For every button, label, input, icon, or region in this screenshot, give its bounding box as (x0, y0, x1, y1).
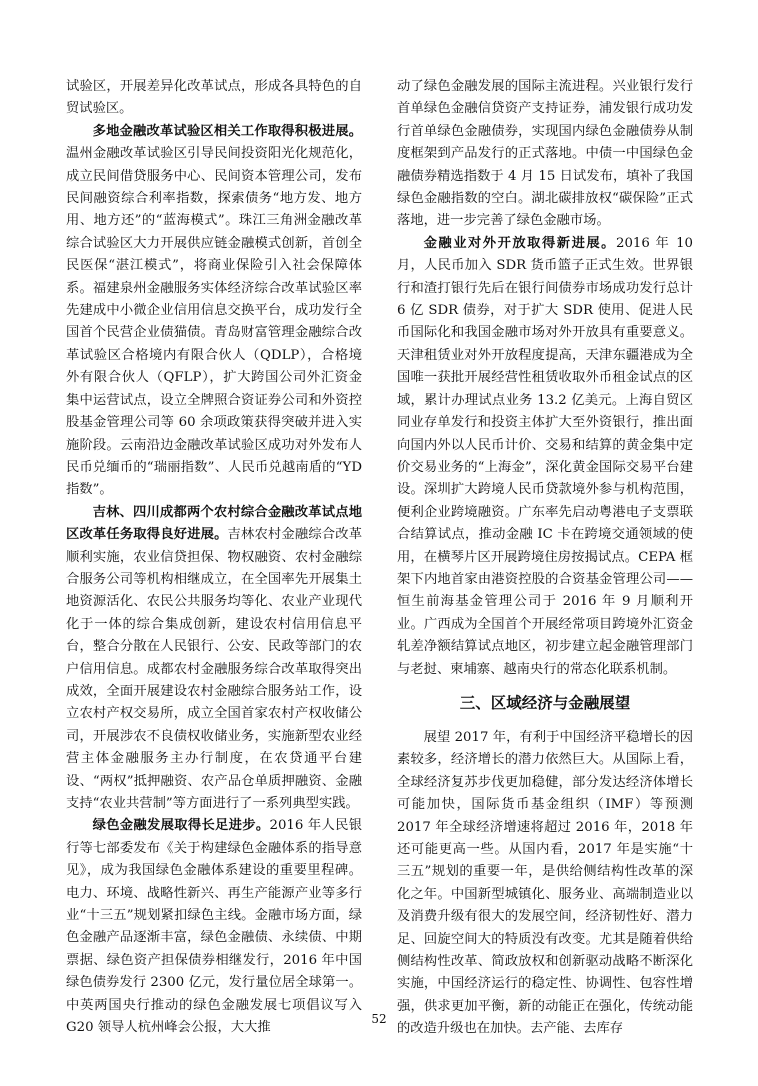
page-number: 52 (371, 1012, 387, 1026)
paragraph-body: 2016 年人民银行等七部委发布《关于构建绿色金融体系的指导意见》，成为我国绿色金融体系建设的重要里程碑。电力、环境、战略性新兴、再生产能源产业等多行业“十三五”规划紧扣绿色主线。金融市场方面，绿色金融产品逐渐丰富，绿色金融债、永续债、中期票据、绿色资产担保债券相继发行，2016 年中国绿色债券发行 2300 亿元，发行量位居全球第一。中英两国央行推动的绿色金融发展七项倡议写入 G20 领导人杭州峰会公报，大大推 (66, 818, 362, 1036)
paragraph (66, 121, 362, 502)
paragraph: 动了绿色金融发展的国际主流进程。兴业银行发行首单绿色金融信贷资产支持证券，浦发银行成功发行首单绿色金融债券，实现国内绿色金融债券从制度框架到产品发行的正式落地。中债一中国绿色金融债券精选指数于 4 月 15 日试发布，填补了我国绿色金融指数的空白。湖北碳排放权“碳保险”正式落地，进一步完善了绿色金融市场。 (397, 79, 693, 229)
paragraph: 试验区，开展差异化改革试点，形成各具特色的自贸试验区。 (66, 79, 362, 117)
paragraph-body: 吉林农村金融综合改革顺利实施，农业信贷担保、物权融资、农村金融综合服务公司等机构相继成立，在全国率先开展集土地资源活化、农民公共服务均等化、农业产业现代化于一体的综合集成创新，建设农村信用信息平台，整合分散在人民银行、公安、民政等部门的农户信用信息。成都农村金融服务综合改革取得突出成效，全面开展建设农村金融综合服务站工作，设立农村产权交易所，成立全国首家农村产权收储公司，开展涉农不良债权收储业务，实施新型农业经营主体金融服务主办行制度，在农贷通平台建设、“两权”抵押融资、农产品仓单质押融资、金融支持“农业共营制”等方面进行了一系列典型实践。 (66, 527, 363, 811)
paragraph-heading: 金融业对外开放取得新进展。 (423, 235, 616, 251)
paragraph-body: 2016 年 10 月，人民币加入 SDR 货币篮子正式生效。世界银行和渣打银行先后在银行间债券市场成功发行总计 6 亿 SDR 债券，对于扩大 SDR 使用、促进人民币国际化和我国金融市场对外开放具有重要意义。天津租赁业对外开放程度提高，天津东疆港成为全国唯一获批开展经营性租赁收取外币租金试点的区域，累计办理试点业务 13.2 亿美元。上海自贸区同业存单发行和投资主体扩大至外资银行，推出面向国内外以人民币计价、交易和结算的黄金集中定价交易业务的“上海金”，深化黄金国际交易平台建设。深圳扩大跨境人民币贷款境外参与机构范围，便利企业跨境融资。广东率先启动粤港电子支票联合结算试点，推动金融 IC 卡在跨境交通领域的使用，在横琴片区开展跨境住房按揭试点。CEPA 框架下内地首家由港资控股的合资基金管理公司——恒生前海基金管理公司于 2016 年 9 月顺利开业。广西成为全国首个开展经常项目跨境外汇资金轧差净额结算试点地区，初步建立起金融管理部门与老挝、柬埔寨、越南央行的常态化联系机制。 (397, 235, 693, 677)
paragraph-heading: 吉林、四川成都两个农村综合金融改革试点地区改革任务取得良好进展。 (66, 504, 362, 543)
paragraph: 展望 2017 年，有利于中国经济平稳增长的因素较多，经济增长的潜力依然巨大。从国际上看，全球经济复苏步伐更加稳健，部分发达经济体增长可能加快，国际货币基金组织（IMF）等预测 2017 年全球经济增速将超过 2016 年，2018 年还可能更高一些。从国内看，2017 年是实施“十三五”规划的重要一年，是供给侧结构性改革的深化之年。中国新型城镇化、服务业、高端制造业以及消费升级有很大的发展空间，经济韧性好、潜力足、回旋空间大的特质没有改变。尤其是随着供给侧结构性改革、简政放权和创新驱动战略不断深化实施，中国经济运行的稳定性、协调性、包容性增强，供求更加平衡，新的动能正在强化，传统动能的改造升级也在加快。去产能、去库存 (397, 729, 693, 1037)
section-title: 三、区域经济与金融展望 (459, 693, 631, 712)
paragraph-heading: 绿色金融发展取得长足进步。 (92, 818, 270, 834)
paragraph (66, 502, 362, 816)
paragraph (397, 233, 693, 681)
left-column (66, 76, 362, 1039)
right-column (397, 76, 693, 1041)
paragraph-body: 温州金融改革试验区引导民间投资阳光化规范化，成立民间借贷服务中心、民间资本管理公司，发布民间融资综合利率指数，探索债务“地方发、地方用、地方还”的“蓝海模式”。珠江三角洲金融改革综合试验区大力开展供应链金融模式创新，首创全民医保“湛江模式”，将商业保险引入社会保障体系。福建泉州金融服务实体经济综合改革试验区率先建成中小微企业信用信息交换平台，成功发行全国首个民营企业债猫债。青岛财富管理金融综合改革试验区合格境内有限合伙人（QDLP），合格境外有限合伙人（QFLP），扩大跨国公司外汇资金集中运营试点，设立全牌照合资证券公司和外资控股基金管理公司等 60 余项政策获得突破并进入实施阶段。云南沿边金融改革试验区成功对外发布人民币兑缅币的“瑞丽指数”、人民币兑越南盾的“YD 指数”。 (66, 146, 362, 498)
paragraph (66, 815, 362, 1039)
paragraph-heading: 多地金融改革试验区相关工作取得积极进展。 (92, 123, 362, 139)
